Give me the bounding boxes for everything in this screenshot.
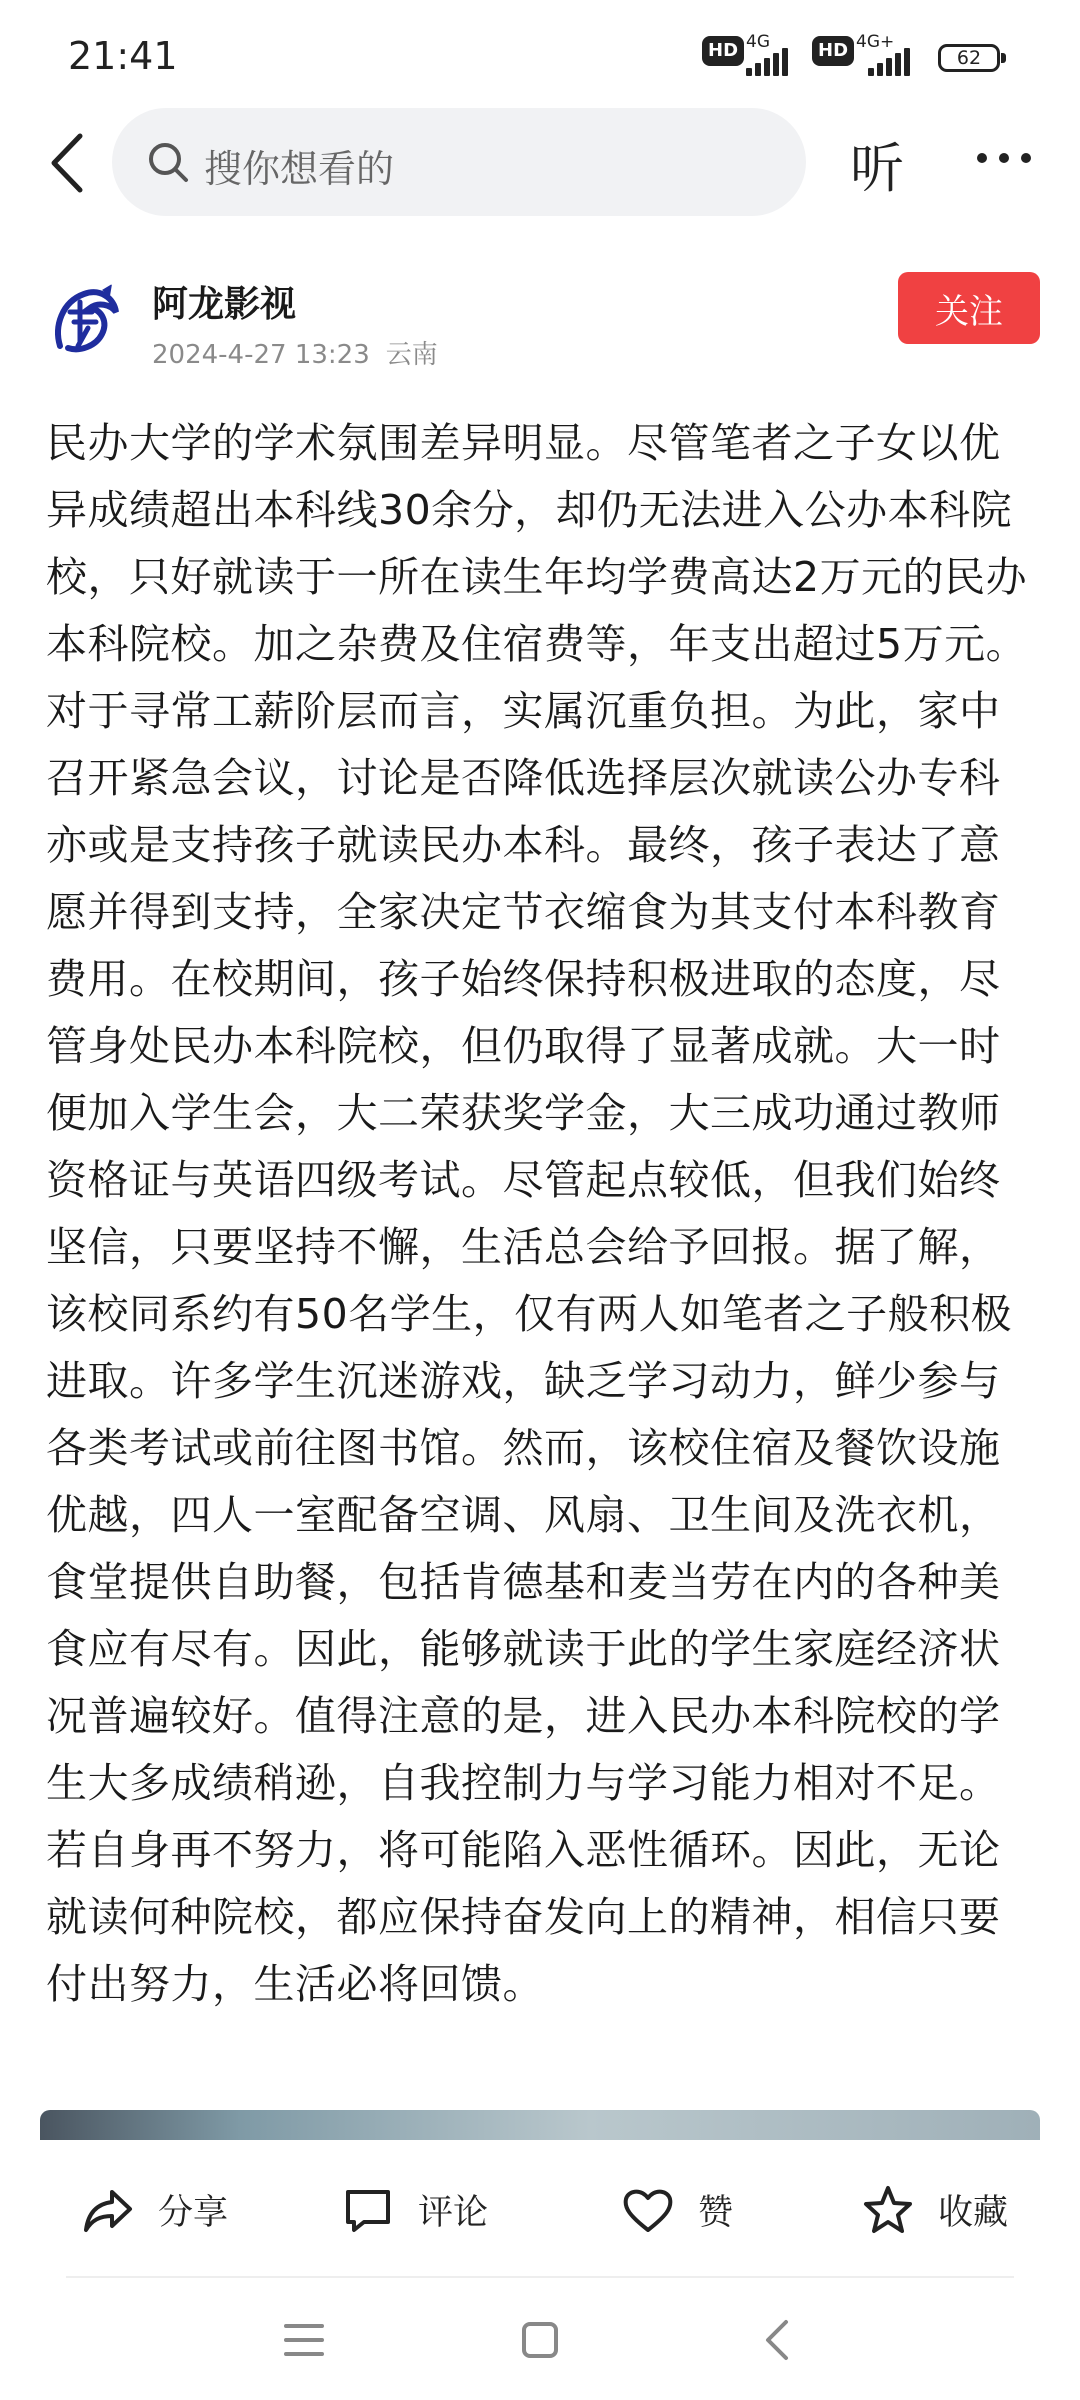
sim1-signal	[702, 32, 802, 80]
dragon-logo-icon	[40, 276, 130, 366]
star-icon	[860, 2182, 916, 2238]
sim1-hd-badge: HD	[702, 36, 744, 66]
favorite-button[interactable]	[860, 2180, 1008, 2240]
article-body: 民办大学的学术氛围差异明显。尽管笔者之子女以优异成绩超出本科线30余分，却仍无法进入公办本科院校，只好就读于一所在读生年均学费高达2万元的民办本科院校。加之杂费及住宿费等，年支出超过5万元。对于寻常工薪阶层而言，实属沉重负担。为此，家中召开紧急会议，讨论是否降低选择层次就读公办专科亦或是支持孩子就读民办本科。最终，孩子表达了意愿并得到支持，全家决定节衣缩食为其支付本科教育费用。在校期间，孩子始终保持积极进取的态度，尽管身处民办本科院校，但仍取得了显著成就。大一时便加入学生会，大二荣获奖学金，大三成功通过教师资格证与英语四级考试。尽管起点较低，但我们始终坚信，只要坚持不懈，生活总会给予回报。据了解，该校同系约有50名学生，仅有两人如笔者之子般积极进取。许多学生沉迷游戏，缺乏学习动力，鲜少参与各类考试或前往图书馆。然而，该校住宿及餐饮设施优越，四人一室配备空调、风扇、卫生间及洗衣机，食堂提供自助餐，包括肯德基和麦当劳在内的各种美食应有尽有。因此，能够就读于此的学生家庭经济状况普遍较好。值得注意的是，进入民办本科院校的学生大多成绩稍逊，自我控制力与学习能力相对不足。若自身再不努力，将可能陷入恶性循环。因此，无论就读何种院校，都应保持奋发向上的精神，相信只要付出努力，生活必将回馈。	[46, 419, 1028, 2008]
like-label: 赞	[698, 2193, 734, 2233]
search-icon	[146, 140, 190, 184]
status-bar	[0, 0, 1080, 110]
favorite-label: 收藏	[938, 2193, 1009, 2233]
back-icon[interactable]	[762, 2318, 792, 2362]
post-meta	[152, 334, 454, 371]
share-button[interactable]	[80, 2180, 228, 2240]
author-name[interactable]: 阿龙影视	[152, 284, 297, 325]
menu-icon[interactable]	[282, 2320, 326, 2360]
share-label: 分享	[158, 2193, 229, 2233]
sim2-signal	[812, 32, 930, 80]
sim2-network-label: 4G+	[856, 32, 895, 52]
status-time: 21:41	[68, 34, 178, 78]
like-button[interactable]	[620, 2180, 733, 2240]
battery-icon: 62	[938, 44, 1000, 72]
comment-label: 评论	[418, 2193, 489, 2233]
comment-button[interactable]	[340, 2180, 488, 2240]
post-location: 云南	[385, 340, 438, 370]
system-nav-bar	[0, 2280, 1080, 2400]
more-button[interactable]	[974, 148, 1034, 168]
home-icon[interactable]	[520, 2320, 560, 2360]
back-button[interactable]	[44, 128, 94, 198]
heart-icon	[620, 2182, 676, 2238]
sim2-hd-badge: HD	[812, 36, 854, 66]
back-arrow-icon	[44, 128, 94, 198]
listen-button[interactable]: 听	[850, 137, 904, 200]
action-bar	[0, 2140, 1080, 2276]
avatar[interactable]	[40, 276, 130, 366]
follow-button[interactable]: 关注	[898, 272, 1040, 344]
search-placeholder: 搜你想看的	[204, 147, 395, 191]
comment-icon	[340, 2182, 396, 2238]
sim1-network-label: 4G	[746, 32, 770, 52]
divider	[66, 2276, 1014, 2278]
post-date: 2024-4-27 13:23	[152, 340, 370, 370]
more-icon	[974, 148, 1034, 168]
article-image[interactable]	[40, 2110, 1040, 2140]
share-icon	[80, 2182, 136, 2238]
search-bar[interactable]	[112, 108, 806, 216]
